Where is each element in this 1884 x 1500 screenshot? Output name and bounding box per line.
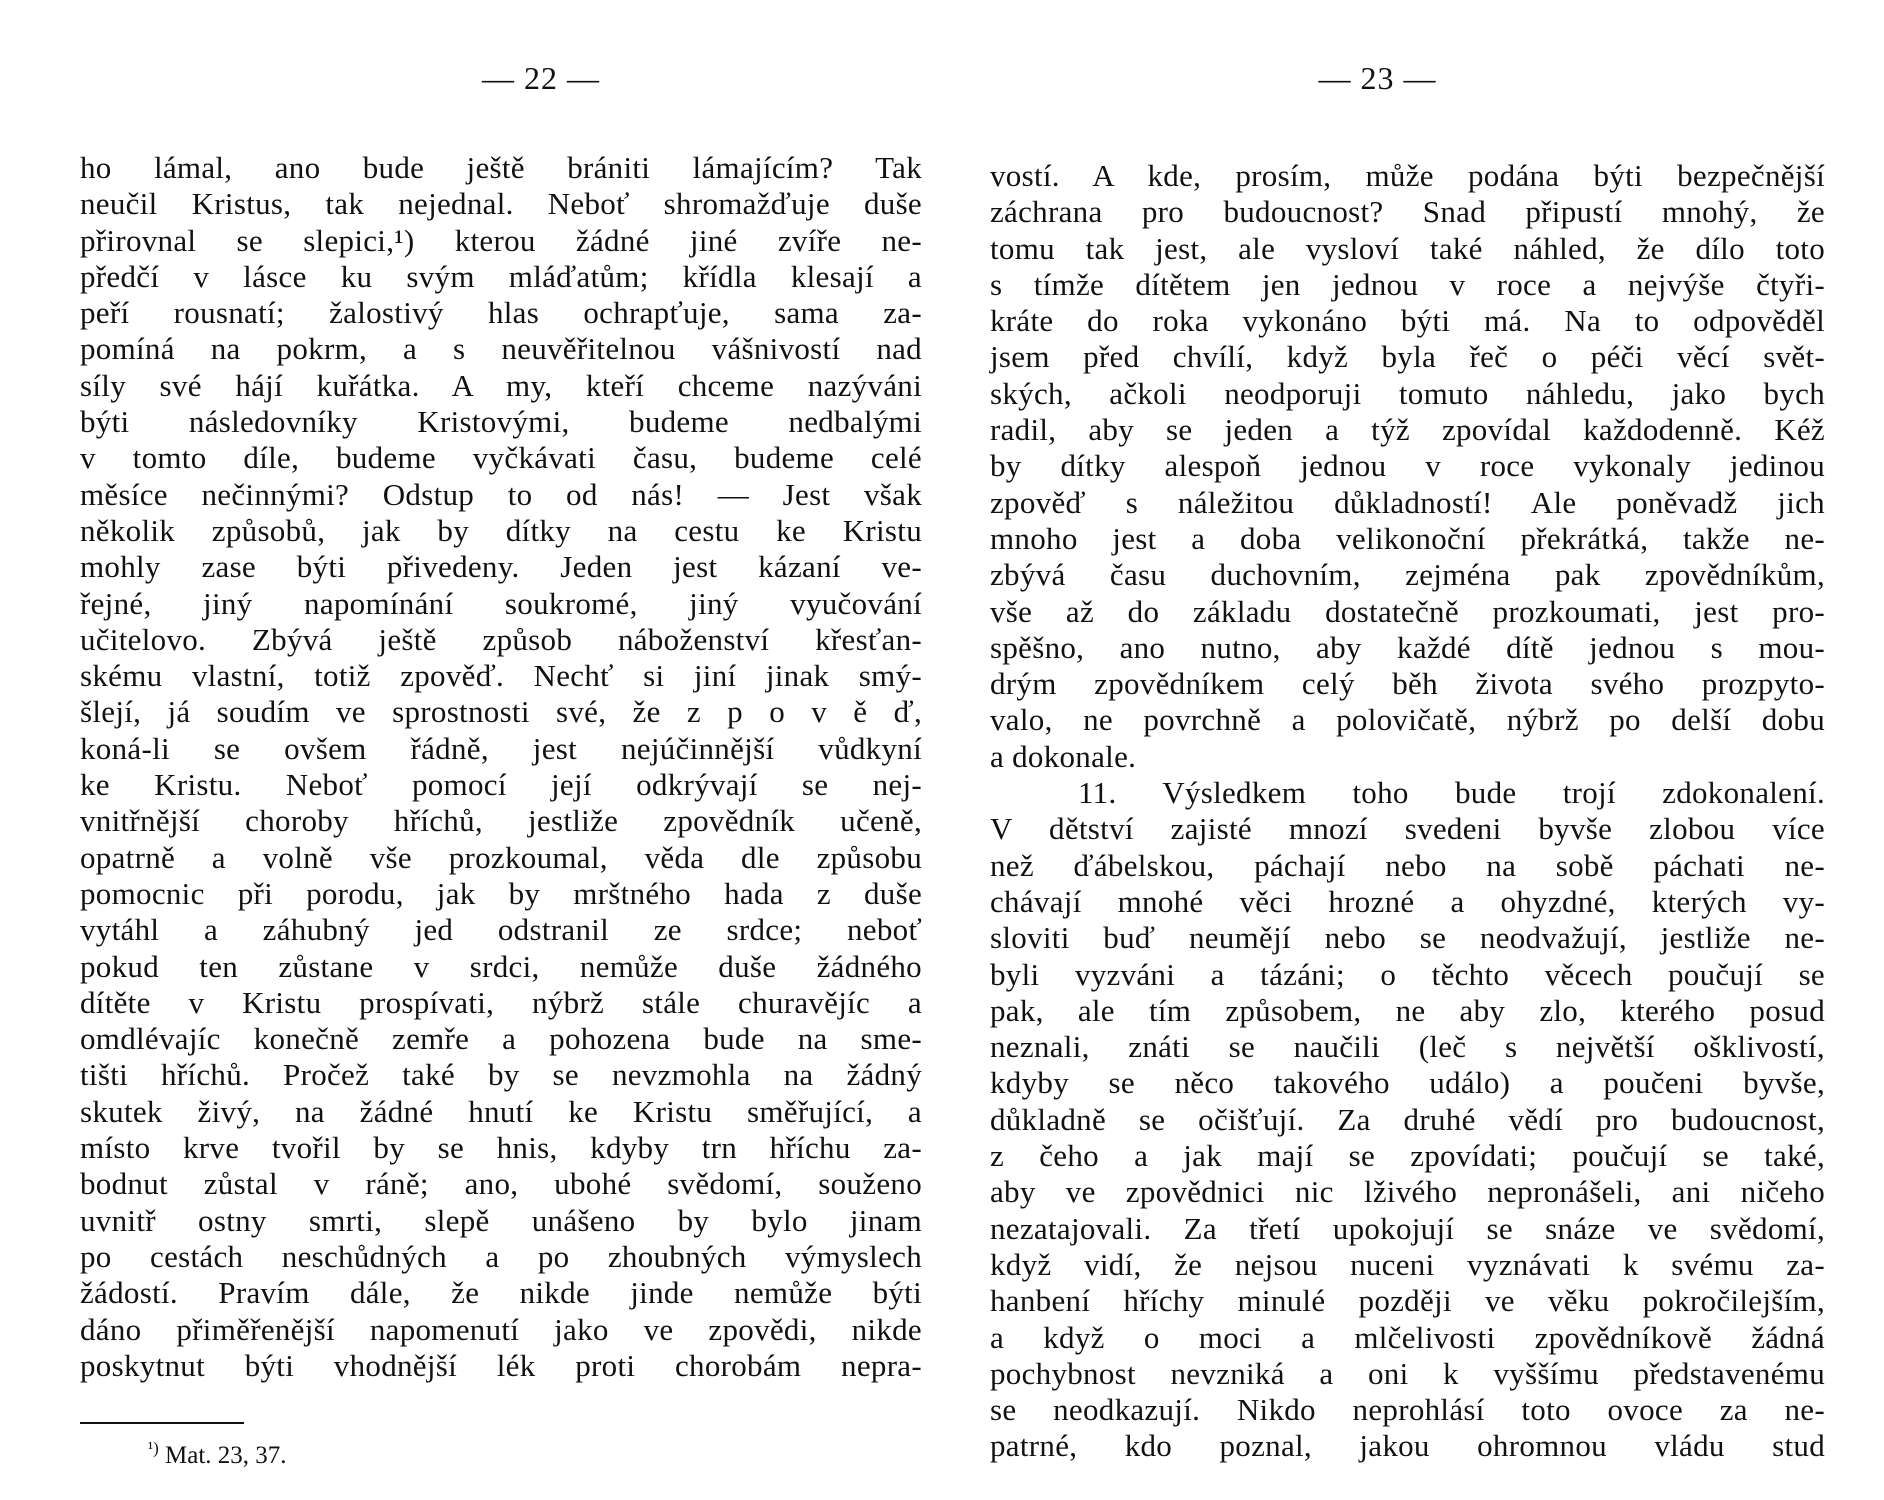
text-line: pochybnost nevzniká a oni k vyššímu představenému <box>990 1355 1825 1391</box>
text-line: drým zpovědníkem celý běh života svého prozpyto- <box>990 666 1825 702</box>
text-line: ho lámal, ano bude ještě brániti lámajícím? Tak <box>80 150 922 185</box>
text-line: dáno přiměřenější napomenutí jako ve zpovědi, nikde <box>80 1311 922 1347</box>
text-line: by dítky alespoň jednou v roce vykonaly jedinou <box>990 448 1825 484</box>
text-line: 11. Výsledkem toho bude trojí zdokonalení. <box>1078 775 1825 811</box>
text-line: se neodkazují. Nikdo neprohlásí toto ovoce za ne- <box>990 1392 1825 1428</box>
text-line: dítěte v Kristu prospívati, nýbrž stále churavějíc a <box>80 984 922 1020</box>
text-line: vnitřnější choroby hříchů, jestliže zpovědník učeně, <box>80 803 922 839</box>
text-line: s tímže dítětem jen jednou v roce a nejvýše čtyři- <box>990 266 1825 302</box>
text-line: neznali, znáti se naučili (leč s největší ošklivostí, <box>990 1029 1825 1065</box>
right-page-text <box>990 158 1825 1465</box>
right-page <box>990 0 1825 1500</box>
text-line: V dětství zajisté mnozí svedeni byvše zlobou více <box>990 811 1825 847</box>
left-page <box>80 0 922 1500</box>
text-line: opatrně a volně vše prozkoumal, věda dle způsobu <box>80 839 922 875</box>
text-line: přirovnal se slepici,¹) kterou žádné jiné zvíře ne- <box>80 222 922 258</box>
text-line: tomu tak jest, ale vysloví také náhled, že dílo toto <box>990 230 1825 266</box>
text-line: chávají mnohé věci hrozné a ohyzdné, kterých vy- <box>990 883 1825 919</box>
text-line: než ďábelskou, páchají nebo na sobě páchati ne- <box>990 847 1825 883</box>
text-line: a dokonale. <box>990 738 1137 774</box>
text-line: vostí. A kde, prosím, může podána býti bezpečnější <box>990 158 1825 193</box>
text-line: kdyby se něco takového událo) a poučeni byvše, <box>990 1065 1825 1101</box>
text-line: mnoho jest a doba velikonoční překrátká, takže ne- <box>990 520 1825 556</box>
text-line: koná-li se ovšem řádně, jest nejúčinnější vůdkyní <box>80 730 922 766</box>
text-line: pak, ale tím způsobem, ne aby zlo, kterého posud <box>990 992 1825 1028</box>
text-line: nezatajovali. Za třetí upokojují se snáze ve svědomí, <box>990 1210 1825 1246</box>
text-line: sloviti buď neumějí nebo se neodvažují, jestliže ne- <box>990 920 1825 956</box>
footnote-mark: ¹) <box>148 1438 159 1458</box>
text-line: žádostí. Pravím dále, že nikde jinde nemůže býti <box>80 1275 922 1311</box>
text-line: několik způsobů, jak by dítky na cestu ke Kristu <box>80 512 922 548</box>
text-line: a když o moci a mlčelivosti zpovědníkově žádná <box>990 1319 1825 1355</box>
text-line: jsem před chvílí, když byla řeč o péči věcí svět- <box>990 339 1825 375</box>
text-line: pokud ten zůstane v srdci, nemůže duše žádného <box>80 948 922 984</box>
text-line: spěšno, ano nutno, aby každé dítě jednou s mou- <box>990 629 1825 665</box>
text-line: pomíná na pokrm, a s neuvěřitelnou vášnivostí nad <box>80 331 922 367</box>
text-line: záchrana pro budoucnost? Snad připustí mnohý, že <box>990 194 1825 230</box>
text-line: vytáhl a záhubný jed odstranil ze srdce; neboť <box>80 912 922 948</box>
text-line: z čeho a jak mají se zpovídati; poučují se také, <box>990 1138 1825 1174</box>
text-line: síly své hájí kuřátka. A my, kteří chceme nazýváni <box>80 367 922 403</box>
text-line: aby ve zpovědnici nic lživého nepronášeli, ani ničeho <box>990 1174 1825 1210</box>
text-line: hanbení hříchy minulé později ve věku pokročilejším, <box>990 1283 1825 1319</box>
text-line: když vidí, že nejsou nuceni vyznávati k svému za- <box>990 1246 1825 1282</box>
text-line: skému vlastní, totiž zpověď. Nechť si jiní jinak smý- <box>80 658 922 694</box>
left-page-text <box>80 150 922 1384</box>
text-line: šlejí, já soudím ve sprostnosti své, že z p o v ě ď, <box>80 694 922 730</box>
text-line: uvnitř ostny smrti, slepě unášeno by bylo jinam <box>80 1202 922 1238</box>
page-number-right: — 23 — <box>1318 60 1437 96</box>
page-number-left: — 22 — <box>482 60 600 96</box>
text-line: ských, ačkoli neodporuji tomuto náhledu, jako bych <box>990 375 1825 411</box>
text-line: místo krve tvořil by se hnis, kdyby trn hříchu za- <box>80 1130 922 1166</box>
text-line: peří rousnatí; žalostivý hlas ochrapťuje, sama za- <box>80 295 922 331</box>
text-line: tišti hříchů. Pročež také by se nevzmohla na žádný <box>80 1057 922 1093</box>
footnote-text: Mat. 23, 37. <box>165 1442 287 1469</box>
text-line: pomocnic při porodu, jak by mrštného hada z duše <box>80 875 922 911</box>
text-line: býti následovníky Kristovými, budeme nedbalými <box>80 404 922 440</box>
text-line: omdlévajíc konečně zemře a pohozena bude na sme- <box>80 1021 922 1057</box>
text-line: patrné, kdo poznal, jakou ohromnou vládu stud <box>990 1428 1825 1464</box>
text-line: měsíce nečinnými? Odstup to od nás! — Jest však <box>80 476 922 512</box>
text-line: vše až do základu dostatečně prozkoumati, jest pro- <box>990 593 1825 629</box>
text-line: neučil Kristus, tak nejednal. Neboť shromažďuje duše <box>80 186 922 222</box>
footnote <box>148 1440 287 1472</box>
text-line: zpověď s náležitou důkladností! Ale poněvadž jich <box>990 484 1825 520</box>
text-line: bodnut zůstal v ráně; ano, ubohé svědomí, souženo <box>80 1166 922 1202</box>
text-line: po cestách neschůdných a po zhoubných výmyslech <box>80 1238 922 1274</box>
text-line: skutek živý, na žádné hnutí ke Kristu směřující, a <box>80 1093 922 1129</box>
text-line: valo, ne povrchně a polovičatě, nýbrž po delší dobu <box>990 702 1825 738</box>
text-line: byli vyzváni a tázáni; o těchto věcech poučují se <box>990 956 1825 992</box>
text-line: v tomto díle, budeme vyčkávati času, budeme celé <box>80 440 922 476</box>
text-line: poskytnut býti vhodnější lék proti chorobám nepra- <box>80 1347 922 1383</box>
text-line: učitelovo. Zbývá ještě způsob náboženství křesťan- <box>80 621 922 657</box>
text-line: ke Kristu. Neboť pomocí její odkrývají se nej- <box>80 767 922 803</box>
text-line: důkladně se očišťují. Za druhé vědí pro budoucnost, <box>990 1101 1825 1137</box>
text-line: kráte do roka vykonáno býti má. Na to odpověděl <box>990 303 1825 339</box>
text-line: předčí v lásce ku svým mláďatům; křídla klesají a <box>80 258 922 294</box>
footnote-divider <box>80 1422 244 1424</box>
text-line: radil, aby se jeden a týž zpovídal každodenně. Kéž <box>990 412 1825 448</box>
text-line: mohly zase býti přivedeny. Jeden jest kázaní ve- <box>80 549 922 585</box>
text-line: zbývá času duchovním, zejména pak zpovědníkům, <box>990 557 1825 593</box>
text-line: řejné, jiný napomínání soukromé, jiný vyučování <box>80 585 922 621</box>
